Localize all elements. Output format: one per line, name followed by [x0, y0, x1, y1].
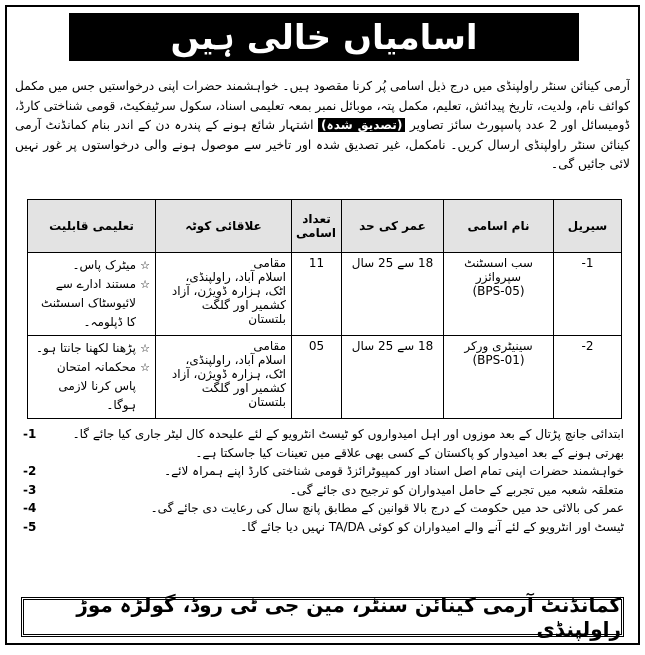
table-header-row	[28, 200, 622, 253]
note-number: -3	[23, 482, 37, 497]
note-text: متعلقہ شعبہ میں تجربے کے حامل امیدواران کو ترجیح دی جائے گی۔	[289, 482, 624, 497]
list-item	[21, 462, 628, 481]
bps-scale: (BPS-01)	[472, 353, 525, 367]
notes-list	[21, 425, 628, 536]
quota-cell	[156, 253, 292, 336]
table-row	[28, 336, 622, 419]
list-item	[21, 518, 628, 537]
note-number: -2	[23, 464, 37, 478]
list-item	[21, 425, 628, 462]
qualification-cell	[28, 253, 156, 336]
intro-text-start: آرمی کینائن سنٹر راولپنڈی میں درج ذیل اسامی پُر کرنا مقصود ہیں۔ خواہشمند حضرات اپنی درخواستیں جس میں مکمل کوائف نام، ولدیت، تاریخ پیدائش، تعلیم، مکمل پتہ، موبائل نمبر بمعہ تعلیمی اسناد، سکول سرٹیفکیٹ، قومی شناختی کارڈ، ڈومیسائل اور 2 عدد پاسپورٹ سائز تصاویر	[15, 79, 630, 133]
table-row	[28, 253, 622, 336]
intro-text-end: اشتہار شائع ہونے کے پندرہ دن کے اندر بنام کمانڈنٹ آرمی کینائن سنٹر راولپنڈی ارسال کریں۔ نامکمل، غیر تصدیق شدہ اور تاخیر سے موصول ہونے والی درخواستوں پر غور نہیں لائی جائیں گی۔	[15, 118, 630, 172]
note-number: -4	[23, 501, 37, 515]
count-cell: 11	[292, 253, 342, 336]
intro-paragraph	[15, 77, 630, 195]
note-number: -5	[23, 519, 37, 534]
list-item: ☆ میٹرک پاس۔	[33, 256, 150, 275]
note-number: -1	[23, 427, 37, 441]
quota-cell	[156, 336, 292, 419]
advertisement-page	[5, 5, 640, 645]
footer-address: کمانڈنٹ آرمی کینائن سنٹر، مین جی ٹی روڈ، گولڑہ موڑ راولپنڈی	[21, 597, 624, 637]
post-name: سب اسسٹنٹ سپروائزر	[464, 256, 533, 284]
list-item	[21, 499, 628, 518]
list-item	[21, 481, 628, 500]
header-post-count: تعداد اسامی	[292, 200, 342, 253]
attested-highlight: (تصدیق شدہ)	[318, 118, 405, 132]
post-name-cell	[444, 336, 554, 419]
star-icon: ☆	[140, 342, 150, 355]
star-icon: ☆	[140, 259, 150, 272]
note-text: عمر کی بالائی حد میں حکومت کے درج بالا قوانین کے مطابق پانچ سال کی رعایت دی جائے گی۔	[150, 501, 624, 515]
qualification-cell	[28, 336, 156, 419]
header-age-limit: عمر کی حد	[342, 200, 444, 253]
page-title: اسامیاں خالی ہیں	[69, 13, 579, 61]
header-post-name: نام اسامی	[444, 200, 554, 253]
age-cell: 18 سے 25 سال	[342, 253, 444, 336]
serial-cell: -2	[554, 336, 622, 419]
list-item: ☆ محکمانہ امتحان پاس کرنا لازمی ہوگا۔	[56, 360, 150, 412]
bps-scale: (BPS-05)	[472, 284, 525, 298]
vacancies-table	[27, 199, 622, 419]
star-icon: ☆	[140, 278, 150, 291]
quota-title: مقامی	[253, 339, 286, 353]
note-text: خواہشمند حضرات اپنی تمام اصل اسناد اور کمپیوٹرائزڈ قومی شناختی کارڈ اپنے ہمراہ لائے۔	[164, 464, 624, 478]
quota-areas: اسلام آباد، راولپنڈی، اٹک، ہزارہ ڈویژن، آزاد کشمیر اور گلگت بلتستان	[171, 353, 286, 409]
post-name: سینیٹری ورکر	[464, 339, 533, 353]
header-qualification: تعلیمی قابلیت	[28, 200, 156, 253]
note-text: ابتدائی جانچ پڑتال کے بعد موزوں اور اہل امیدواروں کو ٹیسٹ انٹرویو کے لئے علیحدہ کال لیٹر جاری کیا جائے گا۔ بھرتی ہونے کے بعد امیدوار کو پاکستان کے کسی بھی علاقے میں تعینات کیا جاسکتا ہے۔	[72, 427, 624, 460]
quota-title: مقامی	[253, 256, 286, 270]
age-cell: 18 سے 25 سال	[342, 336, 444, 419]
list-item: ☆ پڑھنا لکھنا جانتا ہو۔	[33, 339, 150, 358]
count-cell: 05	[292, 336, 342, 419]
note-text: ٹیسٹ اور انٹرویو کے لئے آنے والے امیدواران کو کوئی TA/DA نہیں دیا جائے گا۔	[240, 519, 624, 534]
header-regional-quota: علاقائی کوٹہ	[156, 200, 292, 253]
post-name-cell	[444, 253, 554, 336]
header-serial: سیریل	[554, 200, 622, 253]
list-item: ☆ مستند ادارے سے لائیوسٹاک اسسٹنٹ کا ڈپلومہ۔	[40, 277, 150, 329]
serial-cell: -1	[554, 253, 622, 336]
star-icon: ☆	[140, 361, 150, 374]
quota-areas: اسلام آباد، راولپنڈی، اٹک، ہزارہ ڈویژن، آزاد کشمیر اور گلگت بلتستان	[171, 270, 286, 326]
